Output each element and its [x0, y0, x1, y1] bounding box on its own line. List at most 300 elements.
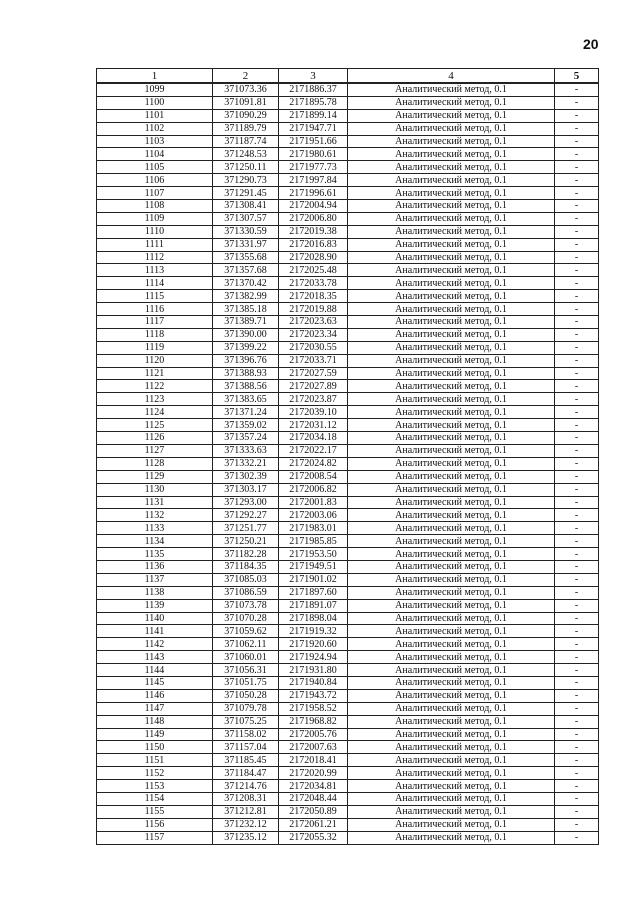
y-coordinate-cell: 2171943.72 [279, 689, 348, 702]
x-coordinate-cell: 371292.27 [213, 509, 279, 522]
y-coordinate-cell: 2172034.18 [279, 432, 348, 445]
description-cell: - [555, 741, 599, 754]
description-cell: - [555, 277, 599, 290]
point-number-cell: 1107 [97, 187, 213, 200]
method-cell: Аналитический метод, 0.1 [348, 651, 555, 664]
description-cell: - [555, 522, 599, 535]
y-coordinate-cell: 2172039.10 [279, 406, 348, 419]
table-row [97, 548, 599, 561]
method-cell: Аналитический метод, 0.1 [348, 586, 555, 599]
method-cell: Аналитический метод, 0.1 [348, 135, 555, 148]
method-cell: Аналитический метод, 0.1 [348, 380, 555, 393]
point-number-cell: 1129 [97, 470, 213, 483]
y-coordinate-cell: 2171980.61 [279, 148, 348, 161]
method-cell: Аналитический метод, 0.1 [348, 535, 555, 548]
point-number-cell: 1148 [97, 715, 213, 728]
y-coordinate-cell: 2172020.99 [279, 767, 348, 780]
y-coordinate-cell: 2172027.89 [279, 380, 348, 393]
x-coordinate-cell: 371073.78 [213, 599, 279, 612]
method-cell: Аналитический метод, 0.1 [348, 354, 555, 367]
table-row [97, 599, 599, 612]
method-cell: Аналитический метод, 0.1 [348, 676, 555, 689]
point-number-cell: 1154 [97, 792, 213, 805]
method-cell: Аналитический метод, 0.1 [348, 483, 555, 496]
x-coordinate-cell: 371385.18 [213, 303, 279, 316]
point-number-cell: 1152 [97, 767, 213, 780]
table-row [97, 264, 599, 277]
x-coordinate-cell: 371248.53 [213, 148, 279, 161]
y-coordinate-cell: 2171897.60 [279, 586, 348, 599]
method-cell: Аналитический метод, 0.1 [348, 109, 555, 122]
y-coordinate-cell: 2171931.80 [279, 664, 348, 677]
header-method: 4 [348, 69, 555, 84]
y-coordinate-cell: 2171958.52 [279, 702, 348, 715]
x-coordinate-cell: 371302.39 [213, 470, 279, 483]
table-row [97, 406, 599, 419]
method-cell: Аналитический метод, 0.1 [348, 548, 555, 561]
table-row [97, 586, 599, 599]
method-cell: Аналитический метод, 0.1 [348, 754, 555, 767]
description-cell: - [555, 122, 599, 135]
x-coordinate-cell: 371073.36 [213, 83, 279, 96]
point-number-cell: 1105 [97, 161, 213, 174]
table-row [97, 225, 599, 238]
method-cell: Аналитический метод, 0.1 [348, 264, 555, 277]
method-cell: Аналитический метод, 0.1 [348, 161, 555, 174]
x-coordinate-cell: 371333.63 [213, 444, 279, 457]
y-coordinate-cell: 2171947.71 [279, 122, 348, 135]
y-coordinate-cell: 2172007.63 [279, 741, 348, 754]
y-coordinate-cell: 2172018.41 [279, 754, 348, 767]
table-row [97, 741, 599, 754]
y-coordinate-cell: 2172033.71 [279, 354, 348, 367]
method-cell: Аналитический метод, 0.1 [348, 328, 555, 341]
table-row [97, 174, 599, 187]
table-row [97, 251, 599, 264]
description-cell: - [555, 380, 599, 393]
method-cell: Аналитический метод, 0.1 [348, 212, 555, 225]
y-coordinate-cell: 2172023.34 [279, 328, 348, 341]
description-cell: - [555, 264, 599, 277]
point-number-cell: 1149 [97, 728, 213, 741]
method-cell: Аналитический метод, 0.1 [348, 625, 555, 638]
description-cell: - [555, 135, 599, 148]
description-cell: - [555, 444, 599, 457]
x-coordinate-cell: 371307.57 [213, 212, 279, 225]
table-row [97, 444, 599, 457]
x-coordinate-cell: 371371.24 [213, 406, 279, 419]
y-coordinate-cell: 2172018.35 [279, 290, 348, 303]
x-coordinate-cell: 371357.68 [213, 264, 279, 277]
table-row [97, 316, 599, 329]
method-cell: Аналитический метод, 0.1 [348, 419, 555, 432]
method-cell: Аналитический метод, 0.1 [348, 573, 555, 586]
description-cell: - [555, 715, 599, 728]
method-cell: Аналитический метод, 0.1 [348, 200, 555, 213]
table-row [97, 818, 599, 831]
method-cell: Аналитический метод, 0.1 [348, 122, 555, 135]
description-cell: - [555, 290, 599, 303]
method-cell: Аналитический метод, 0.1 [348, 341, 555, 354]
y-coordinate-cell: 2172006.82 [279, 483, 348, 496]
description-cell: - [555, 148, 599, 161]
point-number-cell: 1120 [97, 354, 213, 367]
y-coordinate-cell: 2172019.38 [279, 225, 348, 238]
y-coordinate-cell: 2172003.06 [279, 509, 348, 522]
method-cell: Аналитический метод, 0.1 [348, 174, 555, 187]
method-cell: Аналитический метод, 0.1 [348, 290, 555, 303]
description-cell: - [555, 560, 599, 573]
method-cell: Аналитический метод, 0.1 [348, 522, 555, 535]
table-row [97, 83, 599, 96]
x-coordinate-cell: 371293.00 [213, 496, 279, 509]
description-cell: - [555, 341, 599, 354]
point-number-cell: 1155 [97, 805, 213, 818]
method-cell: Аналитический метод, 0.1 [348, 805, 555, 818]
x-coordinate-cell: 371359.02 [213, 419, 279, 432]
y-coordinate-cell: 2171985.85 [279, 535, 348, 548]
x-coordinate-cell: 371091.81 [213, 96, 279, 109]
method-cell: Аналитический метод, 0.1 [348, 406, 555, 419]
description-cell: - [555, 161, 599, 174]
description-cell: - [555, 238, 599, 251]
x-coordinate-cell: 371291.45 [213, 187, 279, 200]
y-coordinate-cell: 2171953.50 [279, 548, 348, 561]
x-coordinate-cell: 371208.31 [213, 792, 279, 805]
x-coordinate-cell: 371158.02 [213, 728, 279, 741]
x-coordinate-cell: 371232.12 [213, 818, 279, 831]
y-coordinate-cell: 2171920.60 [279, 638, 348, 651]
method-cell: Аналитический метод, 0.1 [348, 277, 555, 290]
point-number-cell: 1128 [97, 457, 213, 470]
y-coordinate-cell: 2171977.73 [279, 161, 348, 174]
x-coordinate-cell: 371331.97 [213, 238, 279, 251]
y-coordinate-cell: 2172004.94 [279, 200, 348, 213]
x-coordinate-cell: 371051.75 [213, 676, 279, 689]
x-coordinate-cell: 371157.04 [213, 741, 279, 754]
y-coordinate-cell: 2172028.90 [279, 251, 348, 264]
description-cell: - [555, 419, 599, 432]
table-row [97, 109, 599, 122]
x-coordinate-cell: 371370.42 [213, 277, 279, 290]
point-number-cell: 1141 [97, 625, 213, 638]
point-number-cell: 1123 [97, 393, 213, 406]
y-coordinate-cell: 2172019.88 [279, 303, 348, 316]
y-coordinate-cell: 2172001.83 [279, 496, 348, 509]
method-cell: Аналитический метод, 0.1 [348, 470, 555, 483]
y-coordinate-cell: 2172016.83 [279, 238, 348, 251]
x-coordinate-cell: 371389.71 [213, 316, 279, 329]
method-cell: Аналитический метод, 0.1 [348, 767, 555, 780]
y-coordinate-cell: 2171996.61 [279, 187, 348, 200]
y-coordinate-cell: 2171949.51 [279, 560, 348, 573]
point-number-cell: 1136 [97, 560, 213, 573]
table-row [97, 419, 599, 432]
description-cell: - [555, 586, 599, 599]
point-number-cell: 1131 [97, 496, 213, 509]
x-coordinate-cell: 371090.29 [213, 109, 279, 122]
description-cell: - [555, 792, 599, 805]
table-row [97, 535, 599, 548]
description-cell: - [555, 638, 599, 651]
y-coordinate-cell: 2172061.21 [279, 818, 348, 831]
description-cell: - [555, 535, 599, 548]
method-cell: Аналитический метод, 0.1 [348, 187, 555, 200]
x-coordinate-cell: 371212.81 [213, 805, 279, 818]
y-coordinate-cell: 2171919.32 [279, 625, 348, 638]
point-number-cell: 1144 [97, 664, 213, 677]
point-number-cell: 1157 [97, 831, 213, 844]
x-coordinate-cell: 371390.00 [213, 328, 279, 341]
method-cell: Аналитический метод, 0.1 [348, 818, 555, 831]
point-number-cell: 1114 [97, 277, 213, 290]
method-cell: Аналитический метод, 0.1 [348, 689, 555, 702]
description-cell: - [555, 457, 599, 470]
y-coordinate-cell: 2171891.07 [279, 599, 348, 612]
point-number-cell: 1126 [97, 432, 213, 445]
y-coordinate-cell: 2171901.02 [279, 573, 348, 586]
y-coordinate-cell: 2172022.17 [279, 444, 348, 457]
description-cell: - [555, 225, 599, 238]
table-row [97, 496, 599, 509]
point-number-cell: 1124 [97, 406, 213, 419]
table-row [97, 780, 599, 793]
header-x-coordinate: 2 [213, 69, 279, 84]
y-coordinate-cell: 2172027.59 [279, 367, 348, 380]
method-cell: Аналитический метод, 0.1 [348, 96, 555, 109]
x-coordinate-cell: 371184.35 [213, 560, 279, 573]
method-cell: Аналитический метод, 0.1 [348, 612, 555, 625]
method-cell: Аналитический метод, 0.1 [348, 238, 555, 251]
y-coordinate-cell: 2172023.87 [279, 393, 348, 406]
description-cell: - [555, 625, 599, 638]
x-coordinate-cell: 371085.03 [213, 573, 279, 586]
method-cell: Аналитический метод, 0.1 [348, 225, 555, 238]
description-cell: - [555, 251, 599, 264]
table-row [97, 792, 599, 805]
table-row [97, 483, 599, 496]
description-cell: - [555, 303, 599, 316]
x-coordinate-cell: 371388.56 [213, 380, 279, 393]
table-row [97, 187, 599, 200]
method-cell: Аналитический метод, 0.1 [348, 316, 555, 329]
description-cell: - [555, 702, 599, 715]
method-cell: Аналитический метод, 0.1 [348, 367, 555, 380]
point-number-cell: 1110 [97, 225, 213, 238]
table-row [97, 354, 599, 367]
table-row [97, 393, 599, 406]
y-coordinate-cell: 2171983.01 [279, 522, 348, 535]
description-cell: - [555, 109, 599, 122]
table-row [97, 161, 599, 174]
method-cell: Аналитический метод, 0.1 [348, 741, 555, 754]
x-coordinate-cell: 371189.79 [213, 122, 279, 135]
point-number-cell: 1153 [97, 780, 213, 793]
description-cell: - [555, 805, 599, 818]
page-number: 20 [583, 36, 599, 52]
table-row [97, 96, 599, 109]
point-number-cell: 1116 [97, 303, 213, 316]
description-cell: - [555, 831, 599, 844]
x-coordinate-cell: 371075.25 [213, 715, 279, 728]
point-number-cell: 1133 [97, 522, 213, 535]
table-row [97, 200, 599, 213]
y-coordinate-cell: 2172030.55 [279, 341, 348, 354]
x-coordinate-cell: 371086.59 [213, 586, 279, 599]
description-cell: - [555, 406, 599, 419]
table-row [97, 625, 599, 638]
description-cell: - [555, 754, 599, 767]
y-coordinate-cell: 2171997.84 [279, 174, 348, 187]
point-number-cell: 1156 [97, 818, 213, 831]
point-number-cell: 1115 [97, 290, 213, 303]
table-row [97, 754, 599, 767]
table-row [97, 689, 599, 702]
table-header-row [97, 69, 599, 84]
description-cell: - [555, 483, 599, 496]
x-coordinate-cell: 371355.68 [213, 251, 279, 264]
method-cell: Аналитический метод, 0.1 [348, 457, 555, 470]
description-cell: - [555, 432, 599, 445]
x-coordinate-cell: 371396.76 [213, 354, 279, 367]
y-coordinate-cell: 2172034.81 [279, 780, 348, 793]
x-coordinate-cell: 371290.73 [213, 174, 279, 187]
point-number-cell: 1125 [97, 419, 213, 432]
table-row [97, 290, 599, 303]
table-row [97, 148, 599, 161]
table-row [97, 651, 599, 664]
point-number-cell: 1104 [97, 148, 213, 161]
point-number-cell: 1117 [97, 316, 213, 329]
table-row [97, 212, 599, 225]
y-coordinate-cell: 2172031.12 [279, 419, 348, 432]
point-number-cell: 1146 [97, 689, 213, 702]
point-number-cell: 1099 [97, 83, 213, 96]
table-row [97, 560, 599, 573]
table-row [97, 122, 599, 135]
point-number-cell: 1138 [97, 586, 213, 599]
table-row [97, 805, 599, 818]
x-coordinate-cell: 371250.11 [213, 161, 279, 174]
method-cell: Аналитический метод, 0.1 [348, 393, 555, 406]
y-coordinate-cell: 2172048.44 [279, 792, 348, 805]
table-row [97, 367, 599, 380]
description-cell: - [555, 676, 599, 689]
y-coordinate-cell: 2171895.78 [279, 96, 348, 109]
header-description: 5 [555, 69, 599, 84]
point-number-cell: 1150 [97, 741, 213, 754]
method-cell: Аналитический метод, 0.1 [348, 780, 555, 793]
description-cell: - [555, 496, 599, 509]
description-cell: - [555, 599, 599, 612]
point-number-cell: 1142 [97, 638, 213, 651]
description-cell: - [555, 174, 599, 187]
point-number-cell: 1140 [97, 612, 213, 625]
description-cell: - [555, 651, 599, 664]
x-coordinate-cell: 371250.21 [213, 535, 279, 548]
method-cell: Аналитический метод, 0.1 [348, 702, 555, 715]
y-coordinate-cell: 2172008.54 [279, 470, 348, 483]
method-cell: Аналитический метод, 0.1 [348, 638, 555, 651]
y-coordinate-cell: 2171940.84 [279, 676, 348, 689]
description-cell: - [555, 96, 599, 109]
x-coordinate-cell: 371059.62 [213, 625, 279, 638]
table-row [97, 470, 599, 483]
description-cell: - [555, 728, 599, 741]
method-cell: Аналитический метод, 0.1 [348, 715, 555, 728]
y-coordinate-cell: 2172006.80 [279, 212, 348, 225]
description-cell: - [555, 83, 599, 96]
point-number-cell: 1132 [97, 509, 213, 522]
table-row [97, 328, 599, 341]
table-row [97, 509, 599, 522]
description-cell: - [555, 354, 599, 367]
method-cell: Аналитический метод, 0.1 [348, 509, 555, 522]
point-number-cell: 1118 [97, 328, 213, 341]
table-row [97, 380, 599, 393]
description-cell: - [555, 548, 599, 561]
point-number-cell: 1101 [97, 109, 213, 122]
table-row [97, 638, 599, 651]
point-number-cell: 1135 [97, 548, 213, 561]
x-coordinate-cell: 371399.22 [213, 341, 279, 354]
description-cell: - [555, 664, 599, 677]
point-number-cell: 1147 [97, 702, 213, 715]
table-row [97, 303, 599, 316]
table-body [97, 83, 599, 844]
x-coordinate-cell: 371056.31 [213, 664, 279, 677]
x-coordinate-cell: 371303.17 [213, 483, 279, 496]
point-number-cell: 1109 [97, 212, 213, 225]
x-coordinate-cell: 371383.65 [213, 393, 279, 406]
point-number-cell: 1100 [97, 96, 213, 109]
point-number-cell: 1130 [97, 483, 213, 496]
table-row [97, 135, 599, 148]
table-row [97, 612, 599, 625]
point-number-cell: 1103 [97, 135, 213, 148]
x-coordinate-cell: 371184.47 [213, 767, 279, 780]
x-coordinate-cell: 371332.21 [213, 457, 279, 470]
y-coordinate-cell: 2172025.48 [279, 264, 348, 277]
description-cell: - [555, 200, 599, 213]
method-cell: Аналитический метод, 0.1 [348, 664, 555, 677]
description-cell: - [555, 767, 599, 780]
x-coordinate-cell: 371308.41 [213, 200, 279, 213]
point-number-cell: 1121 [97, 367, 213, 380]
y-coordinate-cell: 2172024.82 [279, 457, 348, 470]
table-row [97, 664, 599, 677]
point-number-cell: 1102 [97, 122, 213, 135]
x-coordinate-cell: 371235.12 [213, 831, 279, 844]
description-cell: - [555, 187, 599, 200]
method-cell: Аналитический метод, 0.1 [348, 599, 555, 612]
point-number-cell: 1113 [97, 264, 213, 277]
coordinates-table [96, 68, 599, 845]
point-number-cell: 1143 [97, 651, 213, 664]
x-coordinate-cell: 371079.78 [213, 702, 279, 715]
description-cell: - [555, 470, 599, 483]
point-number-cell: 1108 [97, 200, 213, 213]
description-cell: - [555, 367, 599, 380]
point-number-cell: 1145 [97, 676, 213, 689]
x-coordinate-cell: 371182.28 [213, 548, 279, 561]
table-row [97, 676, 599, 689]
description-cell: - [555, 393, 599, 406]
x-coordinate-cell: 371388.93 [213, 367, 279, 380]
point-number-cell: 1127 [97, 444, 213, 457]
method-cell: Аналитический метод, 0.1 [348, 303, 555, 316]
method-cell: Аналитический метод, 0.1 [348, 83, 555, 96]
